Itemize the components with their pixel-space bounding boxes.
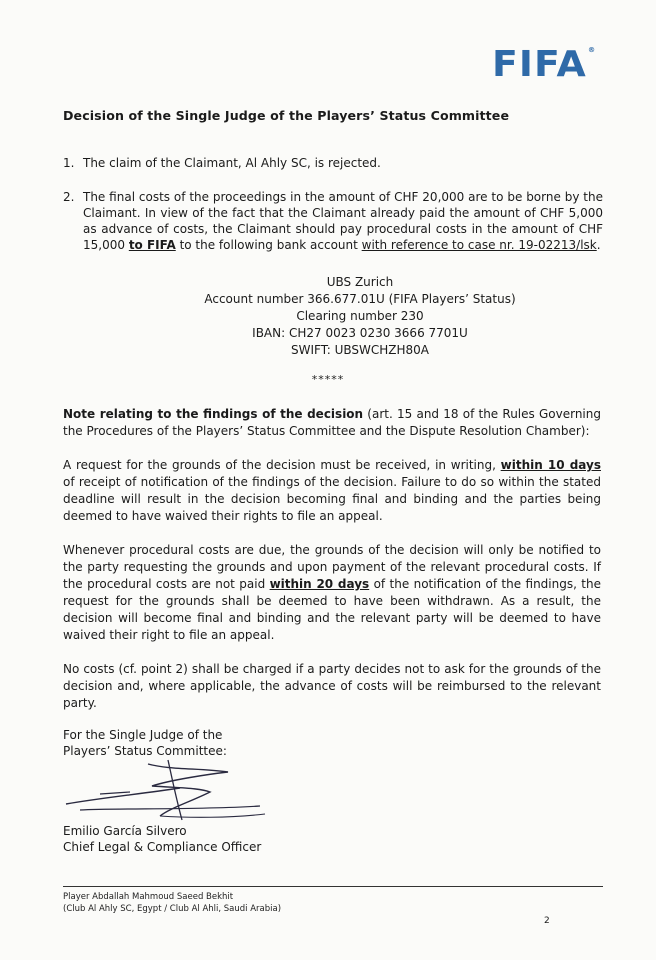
- item-text: The claim of the Claimant, Al Ahly SC, is rejected.: [83, 156, 381, 170]
- closing-block: [63, 727, 227, 759]
- closing-line-1: For the Single Judge of the: [63, 728, 223, 742]
- footer: [63, 891, 281, 915]
- handwritten-signature: [60, 758, 270, 828]
- closing-line-2: Players’ Status Committee:: [63, 744, 227, 758]
- bank-clearing: Clearing number 230: [296, 309, 424, 323]
- item-text: The final costs of the proceedings in the amount of CHF 20,000 are to be borne by the Claimant. In view of the fact that the Claimant already paid the amount of CHF 5,000 as advance of costs, the Claimant should pay procedural costs in the amount of CHF 15,000 to FIFA to the following bank account with reference to case nr. 19-02213/lsk.: [83, 190, 603, 252]
- footer-line-2: (Club Al Ahly SC, Egypt / Club Al Ahli, Saudi Arabia): [63, 904, 282, 914]
- decision-item: [63, 189, 603, 253]
- deadline-10-days: within 10 days: [500, 458, 601, 472]
- logo-text: FIFA: [492, 44, 587, 85]
- signatory-block: [63, 823, 261, 855]
- decision-title: Decision of the Single Judge of the Players’ Status Committee: [63, 108, 510, 123]
- deadline-20-days: within 20 days: [269, 577, 370, 591]
- bank-name: UBS Zurich: [326, 275, 394, 289]
- item-number: 2.: [63, 190, 75, 204]
- item-number: 1.: [63, 156, 75, 170]
- footer-divider: [63, 886, 603, 887]
- case-reference: with reference to case nr. 19-02213/lsk: [361, 238, 597, 252]
- paragraph-grounds-request: A request for the grounds of the decision must be received, in writing, within 10 days of receipt of notification of the findings of the decision. Failure to do so within the stated deadline will result in the decision becoming final and binding and the parties being deemed to have waived their rights to file an appeal.: [63, 458, 601, 523]
- paragraph-no-costs: No costs (cf. point 2) shall be charged if a party decides not to ask for the grounds of the decision and, where applicable, the advance of costs will be reimbursed to the relevant party.: [63, 662, 601, 710]
- note-heading: Note relating to the findings of the decision: [63, 407, 364, 421]
- bank-details: [150, 274, 570, 359]
- page-number: 2: [544, 916, 550, 926]
- bank-account: Account number 366.677.01U (FIFA Players’ Status): [204, 292, 516, 306]
- separator: *****: [311, 373, 345, 386]
- registered-mark: ®: [587, 46, 597, 54]
- bank-iban: IBAN: CH27 0023 0230 3666 7701U: [252, 326, 468, 340]
- note-rest: (art. 15 and 18 of the Rules Governing the Procedures of the Players’ Status Committee and the Dispute Resolution Chamber):: [63, 407, 601, 438]
- note-heading-paragraph: [63, 406, 601, 440]
- fifa-logo: [492, 44, 595, 85]
- paragraph-procedural-costs: Whenever procedural costs are due, the grounds of the decision will only be notified to the party requesting the grounds and upon payment of the relevant procedural costs. If the procedural costs are not paid within 20 days of the notification of the findings, the request for the grounds shall be deemed to have been withdrawn. As a result, the decision will become final and binding and the relevant party will be deemed to have waived their right to file an appeal.: [63, 543, 601, 642]
- footer-line-1: Player Abdallah Mahmoud Saeed Bekhit: [63, 892, 234, 902]
- decision-item: [63, 155, 603, 171]
- bank-swift: SWIFT: UBSWCHZH80A: [291, 343, 429, 357]
- signatory-role: Chief Legal & Compliance Officer: [63, 840, 262, 854]
- to-fifa-emphasis: to FIFA: [128, 238, 176, 252]
- signatory-name: Emilio García Silvero: [63, 824, 187, 838]
